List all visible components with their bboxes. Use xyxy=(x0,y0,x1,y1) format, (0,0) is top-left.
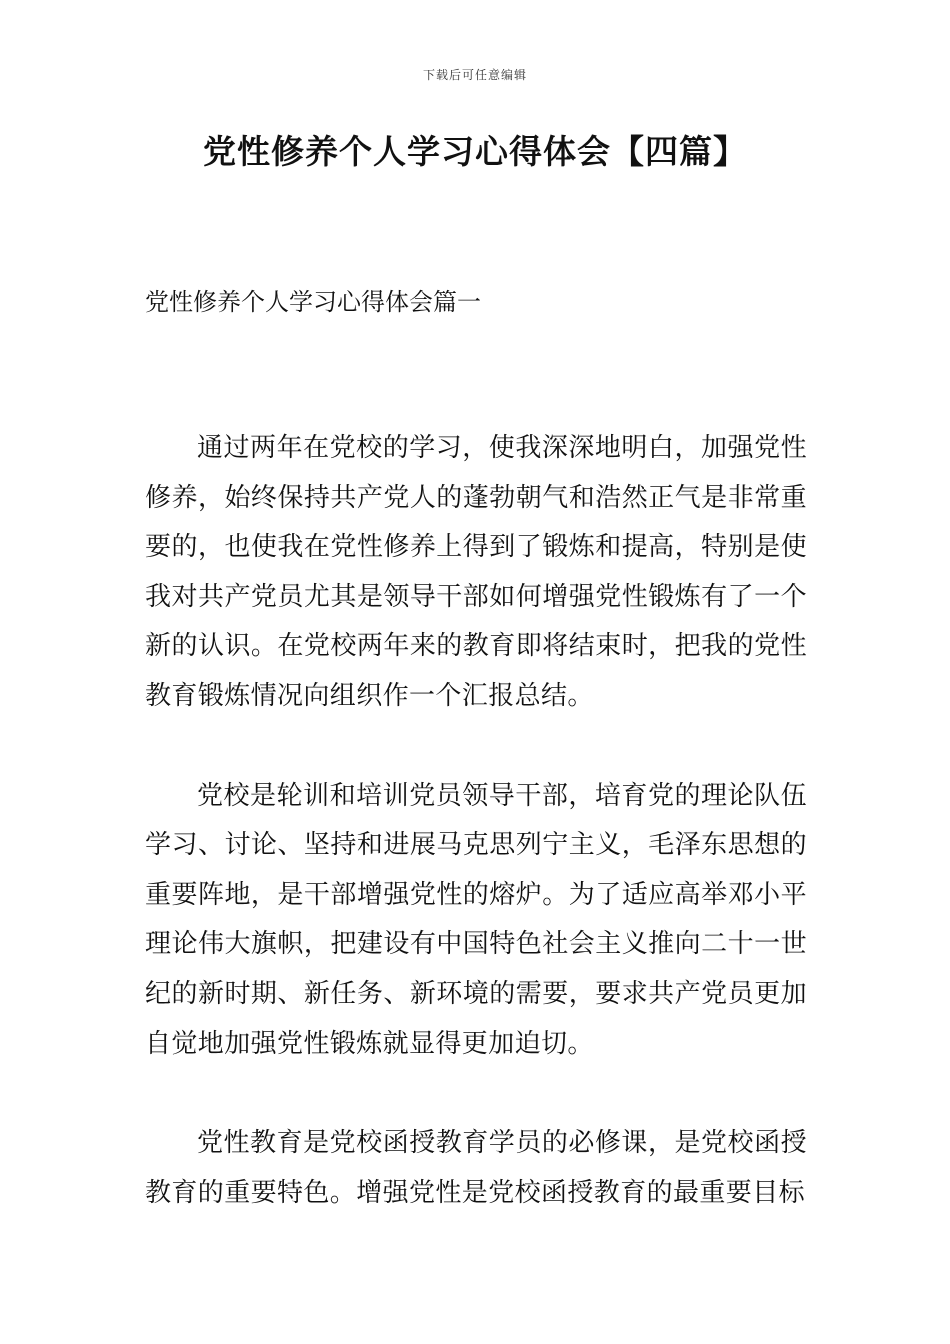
paragraph-2: 党校是轮训和培训党员领导干部，培育党的理论队伍学习、讨论、坚持和进展马克思列宁主义，毛泽东思想的重要阵地，是干部增强党性的熔炉。为了适应高举邓小平理论伟大旗帜，把建设有中国特色社会主义推向二十一世纪的新时期、新任务、新环境的需要，要求共产党员更加自觉地加强党性锻炼就显得更加迫切。 xyxy=(145,780,807,1059)
paragraph-3: 党性教育是党校函授教育学员的必修课，是党校函授教育的重要特色。增强党性是党校函授教育的最重要目标 xyxy=(145,1128,807,1208)
header-note: 下载后可任意编辑 xyxy=(422,68,527,82)
document-body xyxy=(145,424,807,1268)
document-title: 党性修养个人学习心得体会【四篇】 xyxy=(203,132,747,171)
section-heading: 党性修养个人学习心得体会篇一 xyxy=(145,288,481,316)
paragraph-1: 通过两年在党校的学习，使我深深地明白，加强党性修养，始终保持共产党人的蓬勃朝气和浩然正气是非常重要的，也使我在党性修养上得到了锻炼和提高，特别是使我对共产党员尤其是领导干部如何增强党性锻炼有了一个新的认识。在党校两年来的教育即将结束时，把我的党性教育锻炼情况向组织作一个汇报总结。 xyxy=(145,433,807,711)
